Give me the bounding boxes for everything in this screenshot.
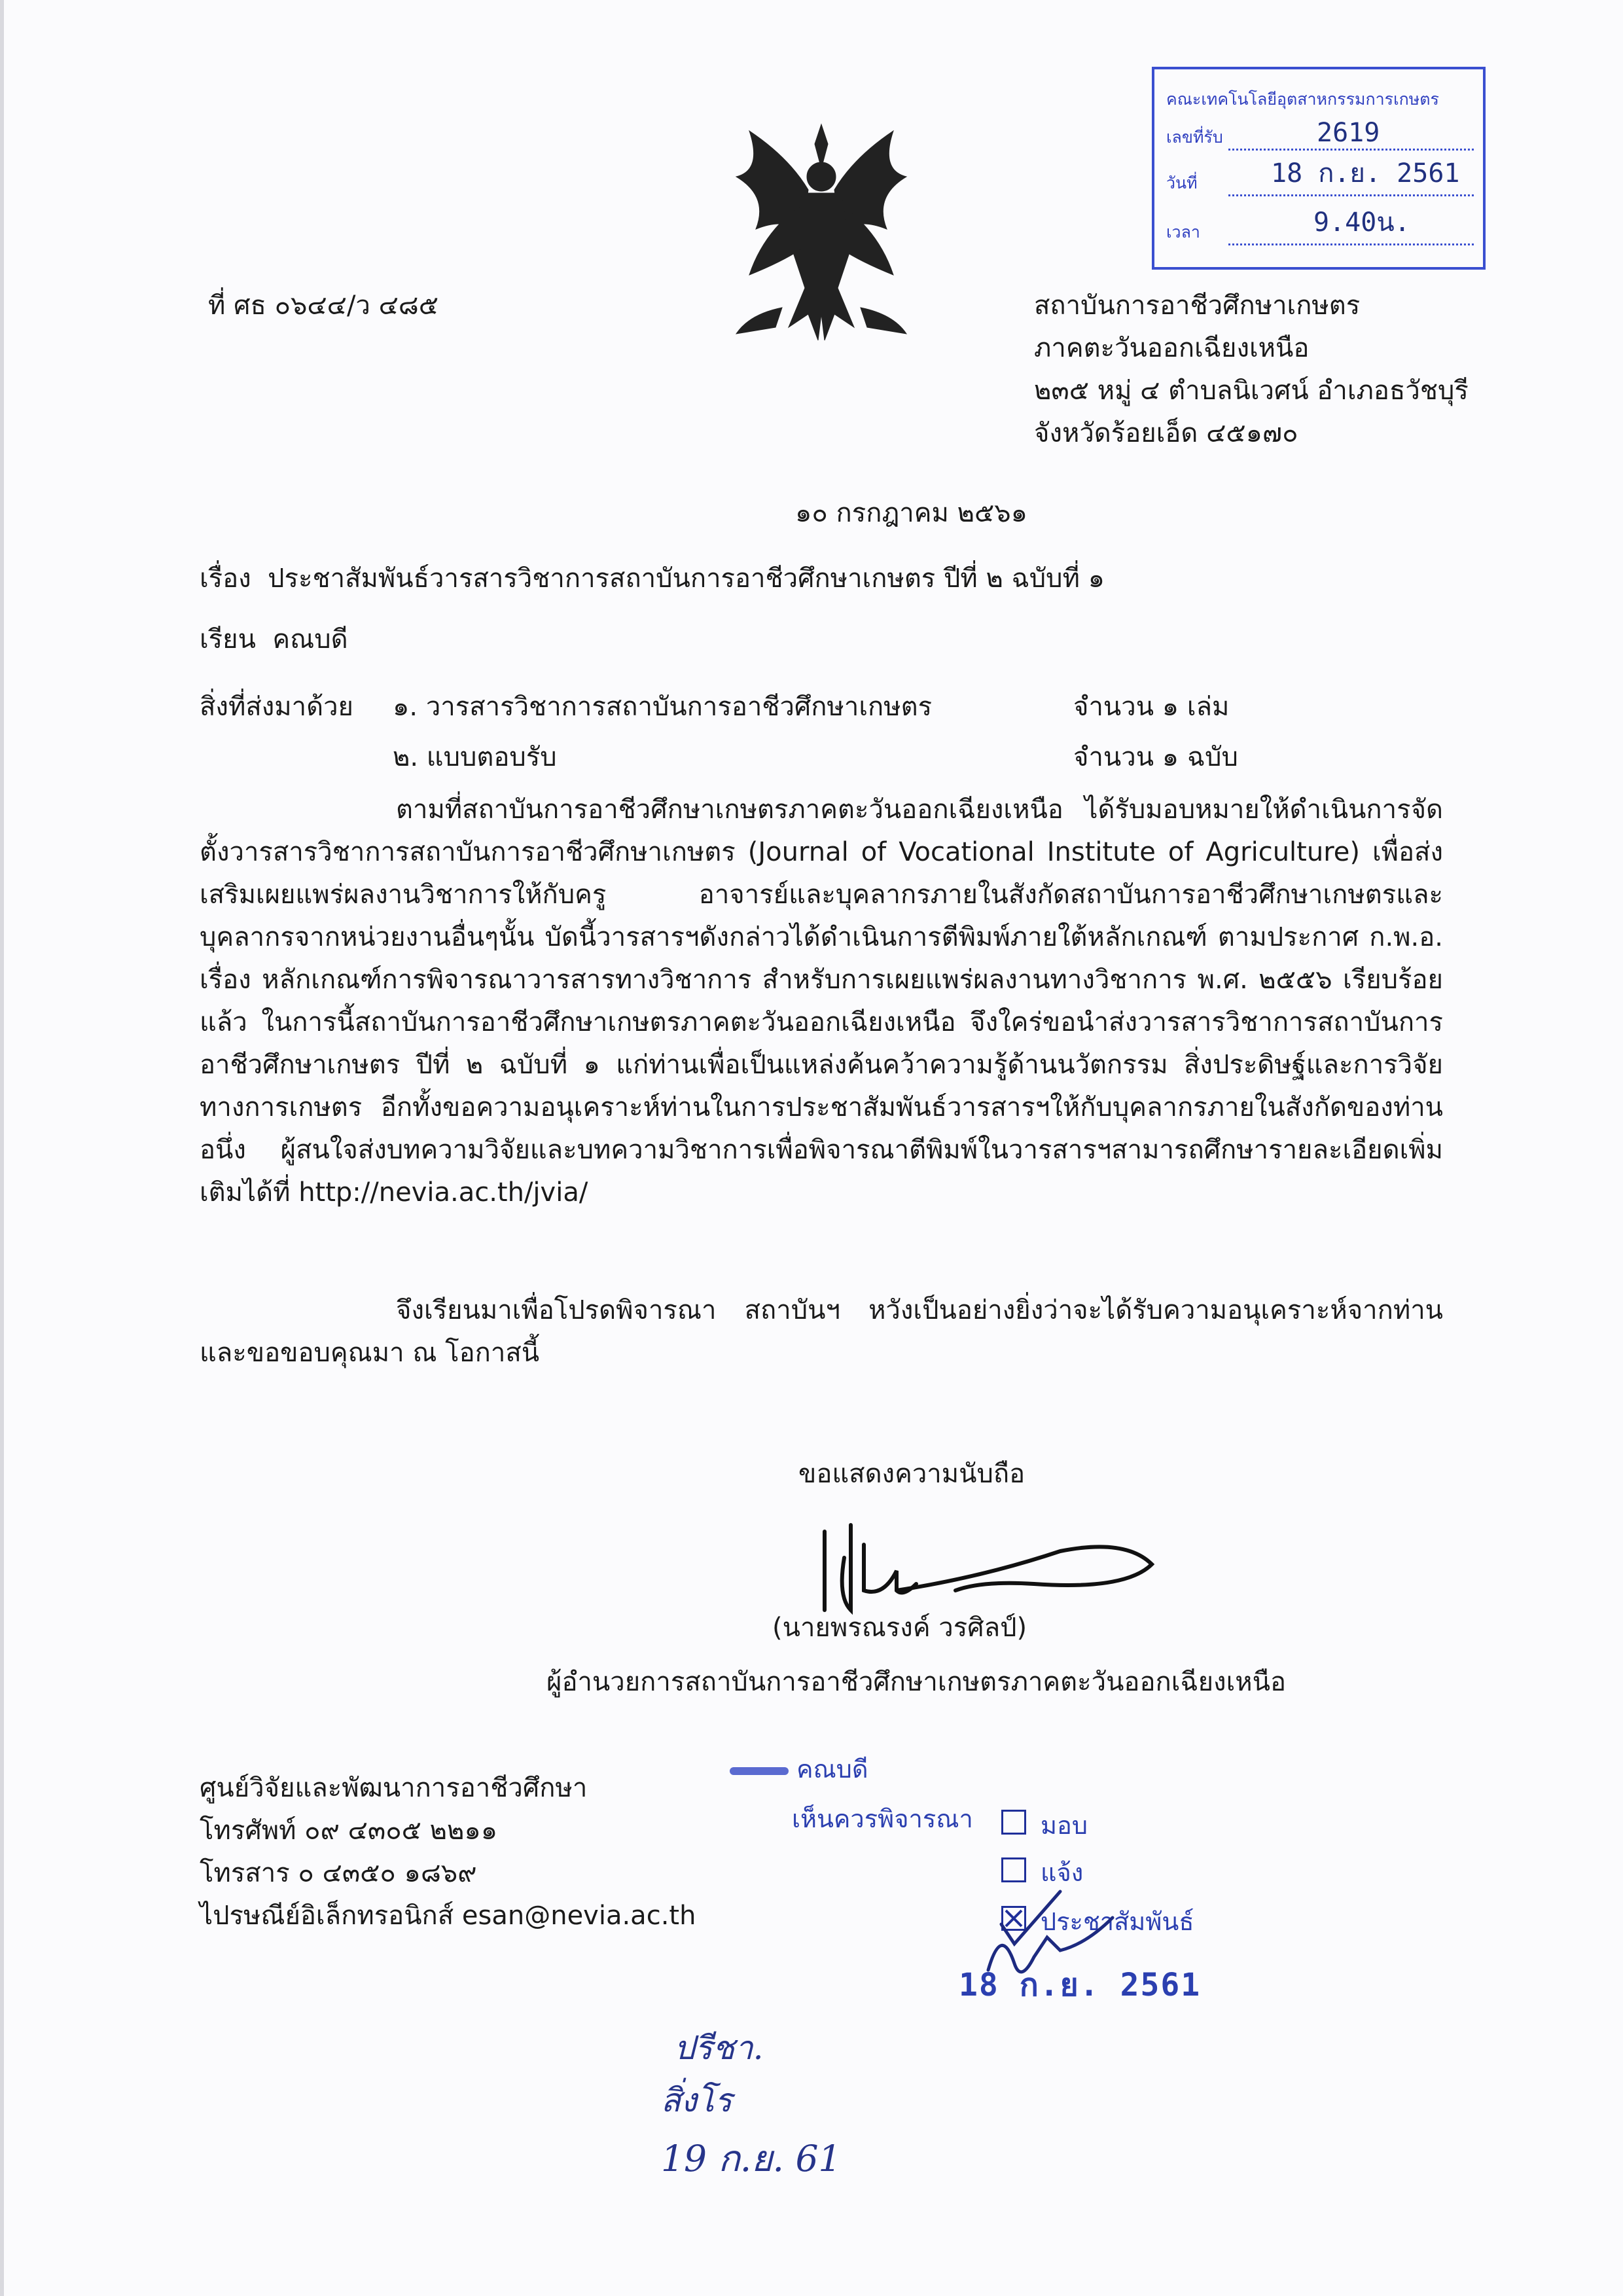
signer-title: ผู้อำนวยการสถาบันการอาชีวศึกษาเกษตรภาคตะวันออกเฉียงเหนือ	[546, 1667, 1286, 1697]
checkbox-assign[interactable]	[1001, 1810, 1026, 1835]
subject-text: ประชาสัมพันธ์วารสารวิชาการสถาบันการอาชีวศึกษาเกษตร ปีที่ ๒ ฉบับที่ ๑	[268, 564, 1105, 594]
receipt-stamp	[1152, 67, 1486, 270]
contact-line: ศูนย์วิจัยและพัฒนาการอาชีวศึกษา	[200, 1773, 588, 1803]
receipt-stamp-header: คณะเทคโนโลยีอุตสาหกรรมการเกษตร	[1166, 90, 1439, 109]
address-line: ภาคตะวันออกเฉียงเหนือ	[1034, 333, 1310, 363]
action-stamp-to	[730, 1749, 868, 1789]
contact-line: โทรสาร ๐ ๔๓๕๐ ๑๘๖๙	[200, 1858, 477, 1888]
body-paragraph-2-text: จึงเรียนมาเพื่อโปรดพิจารณา สถาบันฯ หวังเป็นอย่างยิ่งว่าจะได้รับความอนุเคราะห์จากท่านและขอขอบคุณมา ณ โอกาสนี้	[200, 1295, 1443, 1368]
garuda-emblem	[710, 118, 933, 353]
enclosure-item: ๑. วารสารวิชาการสถาบันการอาชีวศึกษาเกษตร	[393, 692, 933, 722]
enclosure-label: สิ่งที่ส่งมาด้วย	[200, 692, 353, 722]
contact-line: โทรศัพท์ ๐๙ ๔๓๐๕ ๒๒๑๑	[200, 1816, 498, 1846]
contact-block	[200, 1767, 696, 1937]
contact-line: ไปรษณีย์อิเล็กทรอนิกส์ esan@nevia.ac.th	[200, 1901, 696, 1931]
body-paragraph-1	[200, 789, 1443, 1214]
handwritten-note-2: สิ่งโร	[661, 2081, 732, 2119]
address-line: สถาบันการอาชีวศึกษาเกษตร	[1034, 291, 1361, 321]
body-paragraph-2	[200, 1289, 1443, 1374]
receipt-date-label: วันที่	[1166, 173, 1198, 192]
receipt-number-value: 2619	[1317, 118, 1380, 148]
subject-line	[200, 558, 1105, 600]
receipt-time-label: เวลา	[1166, 223, 1200, 242]
receipt-date-value: 18 ก.ย. 2561	[1271, 158, 1460, 188]
receipt-time-value: 9.40น.	[1313, 207, 1410, 238]
handwritten-note-3: 19 ก.ย. 61	[661, 2138, 842, 2179]
receipt-date-row	[1166, 158, 1474, 200]
enclosure-qty: จำนวน ๑ เล่ม	[1073, 692, 1230, 722]
checkbox-notify[interactable]	[1001, 1857, 1026, 1882]
enclosure-item: ๒. แบบตอบรับ	[393, 742, 557, 772]
letter-date: ๑๐ กรกฎาคม ๒๕๖๑	[795, 498, 1028, 528]
option-notify-label: แจ้ง	[1041, 1858, 1084, 1887]
action-stamp-consider: เห็นควรพิจารณา	[792, 1804, 973, 1833]
action-stamp-to-text: คณบดี	[796, 1755, 868, 1784]
to-recipient: คณบดี	[272, 624, 348, 655]
signature	[785, 1518, 1178, 1617]
signer-name: (นายพรณรงค์ วรศิลป์)	[772, 1613, 1027, 1643]
address-line: ๒๓๕ หมู่ ๔ ตำบลนิเวศน์ อำเภอธวัชบุรี	[1034, 376, 1469, 406]
receipt-time-row	[1166, 207, 1474, 249]
receipt-number-row	[1166, 115, 1474, 154]
salutation	[200, 619, 348, 661]
ref-number: ที่ ศธ ๐๖๔๔/ว ๔๘๕	[208, 291, 439, 321]
handwritten-note-1: ปรีชา.	[674, 2029, 764, 2067]
closing: ขอแสดงความนับถือ	[798, 1459, 1026, 1489]
option-publicize-label: ประชาสัมพันธ์	[1041, 1907, 1194, 1936]
option-assign-label: มอบ	[1041, 1811, 1088, 1840]
sender-address	[1034, 285, 1469, 455]
subject-label: เรื่อง	[200, 564, 251, 594]
receipt-number-label: เลขที่รับ	[1166, 128, 1223, 147]
body-paragraph-1-text: ตามที่สถาบันการอาชีวศึกษาเกษตรภาคตะวันออกเฉียงเหนือ ได้รับมอบหมายให้ดำเนินการจัดตั้งวารสารวิชาการสถาบันการอาชีวศึกษาเกษตร (Journal of Vocational Institute of Agriculture) เพื่อส่งเสริมเผยแพร่ผลงานวิชาการให้กับครู อาจารย์และบุคลากรภายในสังกัดสถาบันการอาชีวศึกษาเกษตรและบุคลากรจากหน่วยงานอื่นๆนั้น บัดนี้วารสารฯดังกล่าวได้ดำเนินการตีพิมพ์ภายใต้หลักเกณฑ์ ตามประกาศ ก.พ.อ. เรื่อง หลักเกณฑ์การพิจารณาวารสารทางวิชาการ สำหรับการเผยแพร่ผลงานทางวิชาการ พ.ศ. ๒๕๕๖ เรียบร้อยแล้ว ในการนี้สถาบันการอาชีวศึกษาเกษตรภาคตะวันออกเฉียงเหนือ จึงใคร่ขอนำส่งวารสารวิชาการสถาบันการอาชีวศึกษาเกษตร ปีที่ ๒ ฉบับที่ ๑ แก่ท่านเพื่อเป็นแหล่งค้นคว้าความรู้ด้านนวัตกรรม สิ่งประดิษฐ์และการวิจัยทางการเกษตร อีกทั้งขอความอนุเคราะห์ท่านในการประชาสัมพันธ์วารสารฯให้กับบุคลากรภายในสังกัดของท่าน อนึ่ง ผู้สนใจส่งบทความวิจัยและบทความวิชาการเพื่อพิจารณาตีพิมพ์ในวารสารฯสามารถศึกษารายละเอียดเพิ่มเติมได้ที่ http://nevia.ac.th/jvia/	[200, 795, 1443, 1208]
action-stamp-date: 18 ก.ย. 2561	[959, 1967, 1202, 2003]
address-line: จังหวัดร้อยเอ็ด ๔๕๑๗๐	[1034, 418, 1298, 448]
to-label: เรียน	[200, 624, 256, 655]
enclosure-qty: จำนวน ๑ ฉบับ	[1073, 742, 1238, 772]
